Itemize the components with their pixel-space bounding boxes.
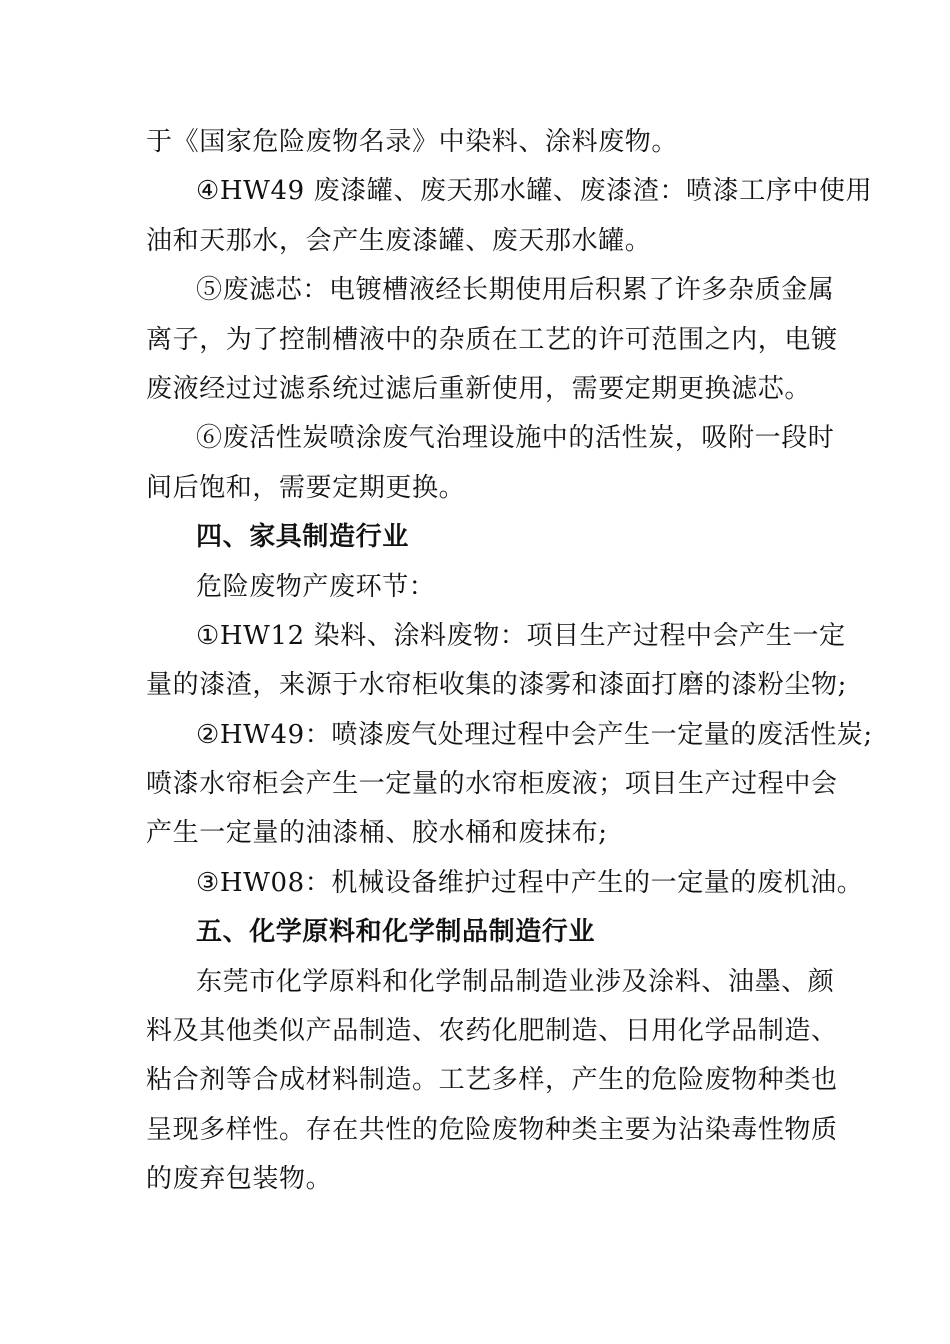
text-line: 废液经过过滤系统过滤后重新使用，需要定期更换滤芯。 — [146, 373, 812, 404]
text-line: 油和天那水，会产生废漆罐、废天那水罐。 — [146, 225, 652, 256]
text-line: 的废弃包装物。 — [146, 1164, 333, 1195]
text-line: 喷漆水帘柜会产生一定量的水帘柜废液；项目生产过程中会 — [146, 769, 838, 800]
text-line: ⑥废活性炭喷涂废气治理设施中的活性炭，吸附一段时 — [196, 423, 835, 454]
section-heading: 五、化学原料和化学制品制造行业 — [196, 917, 596, 948]
text-line: 料及其他类似产品制造、农药化肥制造、日用化学品制造、 — [146, 1016, 838, 1047]
text-line: ⑤废滤芯：电镀槽液经长期使用后积累了许多杂质金属 — [196, 275, 835, 306]
document-page — [146, 118, 873, 1205]
text-line: ③HW08：机械设备维护过程中产生的一定量的废机油。 — [196, 867, 864, 898]
text-line: 量的漆渣，来源于水帘柜收集的漆雾和漆面打磨的漆粉尘物; — [146, 670, 847, 701]
text-line: 于《国家危险废物名录》中染料、涂料废物。 — [146, 127, 679, 157]
text-line: 离子，为了控制槽液中的杂质在工艺的许可范围之内，电镀 — [146, 324, 838, 355]
text-line: 产生一定量的油漆桶、胶水桶和废抹布; — [146, 818, 608, 849]
text-line: ④HW49 废漆罐、废天那水罐、废漆渣：喷漆工序中使用 — [196, 176, 873, 207]
text-line: 呈现多样性。存在共性的危险废物种类主要为沾染毒性物质 — [146, 1114, 838, 1145]
section-heading: 四、家具制造行业 — [196, 522, 409, 553]
text-line: 间后饱和，需要定期更换。 — [146, 472, 466, 503]
text-line: ①HW12 染料、涂料废物：项目生产过程中会产生一定 — [196, 620, 846, 651]
text-line: 危险废物产废环节： — [196, 571, 436, 602]
text-line: ②HW49：喷漆废气处理过程中会产生一定量的废活性炭; — [196, 719, 873, 750]
text-line: 东莞市化学原料和化学制品制造业涉及涂料、油墨、颜 — [196, 966, 835, 997]
text-line: 粘合剂等合成材料制造。工艺多样，产生的危险废物种类也 — [146, 1065, 838, 1096]
